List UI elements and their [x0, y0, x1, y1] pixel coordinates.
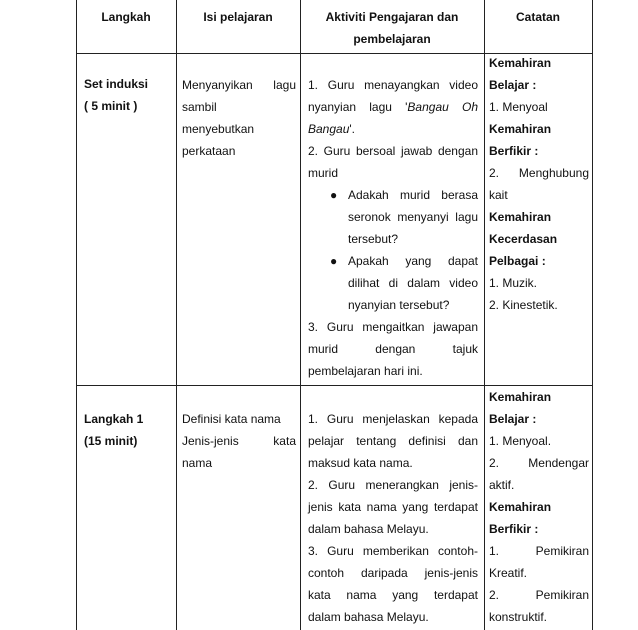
- note-heading: Kecerdasan: [489, 232, 558, 246]
- activity-line: dalam bahasa Melayu.: [308, 610, 429, 624]
- bullet-line: nyanyian tersebut?: [348, 298, 450, 312]
- table-divider-3: [484, 0, 485, 630]
- row1-notes: [489, 52, 589, 316]
- activity-line: murid dengan tajuk: [308, 342, 478, 356]
- activity-line: contoh daripada jenis-jenis: [308, 566, 478, 580]
- bullet-dot-icon: ●: [330, 254, 338, 268]
- row1-step-time: ( 5 minit ): [84, 99, 138, 113]
- note-item: 2. Kinestetik.: [489, 298, 558, 312]
- activity-line: 3. Guru mengaitkan jawapan: [308, 320, 478, 334]
- activity-line: pelajar tentang definisi dan: [308, 434, 478, 448]
- table-divider-2: [300, 0, 301, 630]
- activity-line: 2. Guru bersoal jawab dengan: [308, 144, 478, 158]
- table-border-right: [592, 0, 593, 630]
- activity-line: jenis kata nama yang terdapat: [308, 500, 478, 514]
- row1-content: [182, 74, 296, 162]
- activity-line: 2. Guru menerangkan jenis-: [308, 478, 478, 492]
- note-item: 1. Menyoal: [489, 100, 548, 114]
- bullet-question-2: [330, 250, 478, 316]
- song-title-text: Bangau: [308, 122, 350, 136]
- bullet-line: seronok menyanyi lagu: [348, 210, 478, 224]
- activity-text: '.: [349, 122, 355, 136]
- note-item: 2. Pemikiran: [489, 588, 589, 602]
- header-aktiviti: [300, 6, 484, 50]
- activity-line: [308, 96, 478, 118]
- row1-content-line: sambil: [182, 100, 217, 114]
- header-catatan: Catatan: [515, 10, 560, 24]
- bullet-line: dilihat di dalam video: [348, 276, 478, 290]
- header-aktiviti-line1: Aktiviti Pengajaran dan: [325, 10, 459, 24]
- note-item: aktif.: [489, 478, 515, 492]
- activity-line: pembelajaran hari ini.: [308, 364, 423, 378]
- header-isi-pelajaran: Isi pelajaran: [203, 10, 273, 24]
- note-item: konstruktif.: [489, 610, 548, 624]
- note-heading: Kemahiran: [489, 210, 552, 224]
- row2-content-line: nama: [182, 456, 213, 470]
- activity-text: nyanyian lagu ': [308, 100, 408, 114]
- note-heading: Kemahiran: [489, 56, 552, 70]
- note-item: 2. Menghubung: [489, 166, 589, 180]
- note-heading: Kemahiran: [489, 390, 552, 404]
- row1-step: [84, 73, 174, 117]
- note-item: 1. Muzik.: [489, 276, 538, 290]
- note-heading: Berfikir :: [489, 522, 539, 536]
- note-item: 2. Mendengar: [489, 456, 589, 470]
- row2-content: [182, 408, 296, 474]
- note-heading: Kemahiran: [489, 500, 552, 514]
- activity-line: kata nama yang terdapat: [308, 588, 478, 602]
- row2-content-line: Definisi kata nama: [182, 412, 281, 426]
- note-heading: Berfikir :: [489, 144, 539, 158]
- activity-line: 1. Guru menjelaskan kepada: [308, 412, 478, 426]
- row1-content-line: Menyanyikan lagu: [182, 78, 296, 92]
- activity-line: [308, 118, 478, 140]
- note-item: 1. Menyoal.: [489, 434, 552, 448]
- row2-step-title: Langkah 1: [84, 412, 144, 426]
- row2-content-line: Jenis-jenis kata: [182, 434, 296, 448]
- bullet-line: Apakah yang dapat: [348, 254, 478, 268]
- row2-step-time: (15 minit): [84, 434, 138, 448]
- bullet-question-1: [330, 184, 478, 250]
- row1-content-line: menyebutkan: [182, 122, 255, 136]
- note-heading: Belajar :: [489, 78, 537, 92]
- bullet-line: tersebut?: [348, 232, 399, 246]
- activity-line: 3. Guru memberikan contoh-: [308, 544, 478, 558]
- song-title-text: Bangau Oh: [407, 100, 479, 114]
- row2-notes: [489, 386, 589, 628]
- note-heading: Pelbagai :: [489, 254, 546, 268]
- activity-line: murid: [308, 166, 339, 180]
- table-border-left: [76, 0, 77, 630]
- note-heading: Kemahiran: [489, 122, 552, 136]
- activity-line: 1. Guru menayangkan video: [308, 78, 478, 92]
- note-item: kait: [489, 188, 508, 202]
- bullet-line: Adakah murid berasa: [348, 188, 478, 202]
- bullet-dot-icon: ●: [330, 188, 338, 202]
- row1-content-line: perkataan: [182, 144, 236, 158]
- note-heading: Belajar :: [489, 412, 537, 426]
- note-item: 1. Pemikiran: [489, 544, 589, 558]
- header-langkah: Langkah: [101, 10, 151, 24]
- table-divider-1: [176, 0, 177, 630]
- row2-step: [84, 408, 174, 452]
- note-item: Kreatif.: [489, 566, 528, 580]
- row2-activities: [308, 408, 478, 628]
- row1-step-title: Set induksi: [84, 77, 149, 91]
- activity-line: dalam bahasa Melayu.: [308, 522, 429, 536]
- activity-line: maksud kata nama.: [308, 456, 413, 470]
- header-aktiviti-line2: pembelajaran: [353, 32, 431, 46]
- row1-activities: [308, 74, 478, 382]
